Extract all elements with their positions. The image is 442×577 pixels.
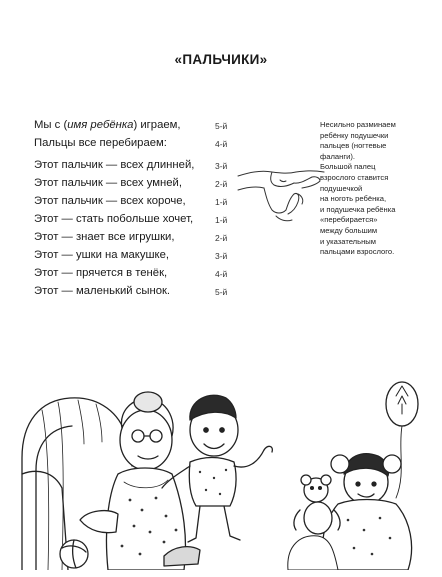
finger-number: 5-й	[215, 287, 228, 297]
finger-number: 1-й	[215, 215, 228, 225]
poem-line	[34, 118, 239, 136]
note-line: ребёнку подушечки	[320, 130, 389, 140]
note-line: Большой палец	[320, 162, 376, 172]
finger-number: 2-й	[215, 179, 228, 189]
page-title: «ПАЛЬЧИКИ»	[174, 52, 268, 67]
finger-number: 4-й	[215, 139, 228, 149]
poem-line-text: Этот — ушки на макушке,	[34, 249, 170, 261]
poem-line-text: Этот пальчик — всех длинней,	[34, 159, 195, 171]
poem-line-text: Мы с (	[34, 119, 68, 131]
finger-number: 2-й	[215, 233, 228, 243]
note-line: взрослого ставится	[320, 172, 389, 182]
poem-line	[34, 158, 239, 176]
note-line: и подушечка ребёнка	[320, 204, 396, 214]
poem-line-italic: имя ребёнка	[67, 119, 134, 131]
poem-line	[34, 230, 239, 248]
note-line: и указательным	[320, 236, 376, 246]
poem-line-text: Этот пальчик — всех короче,	[34, 195, 186, 207]
hands-fingers-icon	[236, 150, 328, 230]
finger-number: 5-й	[215, 121, 228, 131]
poem-line	[34, 176, 239, 194]
poem-line-text: Этот — стать побольше хочет,	[34, 213, 194, 225]
note-line: пальцами взрослого.	[320, 247, 395, 257]
instruction-note	[320, 120, 438, 258]
poem-line-text: Этот — знает все игрушки,	[34, 231, 175, 243]
finger-number: 1-й	[215, 197, 228, 207]
poem-line-text: Пальцы все перебираем:	[34, 137, 167, 149]
poem-line	[34, 136, 239, 154]
note-line: на ноготь ребёнка,	[320, 194, 387, 204]
poem-line	[34, 194, 239, 212]
poem-line	[34, 284, 239, 302]
grandmother-children-icon	[18, 370, 430, 570]
poem-line	[34, 212, 239, 230]
finger-number: 3-й	[215, 161, 228, 171]
poem-line	[34, 248, 239, 266]
poem-line-text: Этот пальчик — всех умней,	[34, 177, 182, 189]
finger-number: 3-й	[215, 251, 228, 261]
finger-number: 4-й	[215, 269, 228, 279]
note-line: между большим	[320, 225, 378, 235]
poem-line	[34, 266, 239, 284]
poem-line-text: Этот — прячется в тенёк,	[34, 267, 168, 279]
note-line: подушечкой	[320, 183, 363, 193]
note-line: фаланги).	[320, 151, 355, 161]
note-line: Несильно разминаем	[320, 120, 396, 129]
poem-line-text-end: ) играем,	[133, 119, 181, 131]
note-line: пальцев (ногтевые	[320, 141, 387, 151]
note-line: «перебирается»	[320, 215, 378, 225]
poem-line-text: Этот — маленький сынок.	[34, 285, 171, 297]
